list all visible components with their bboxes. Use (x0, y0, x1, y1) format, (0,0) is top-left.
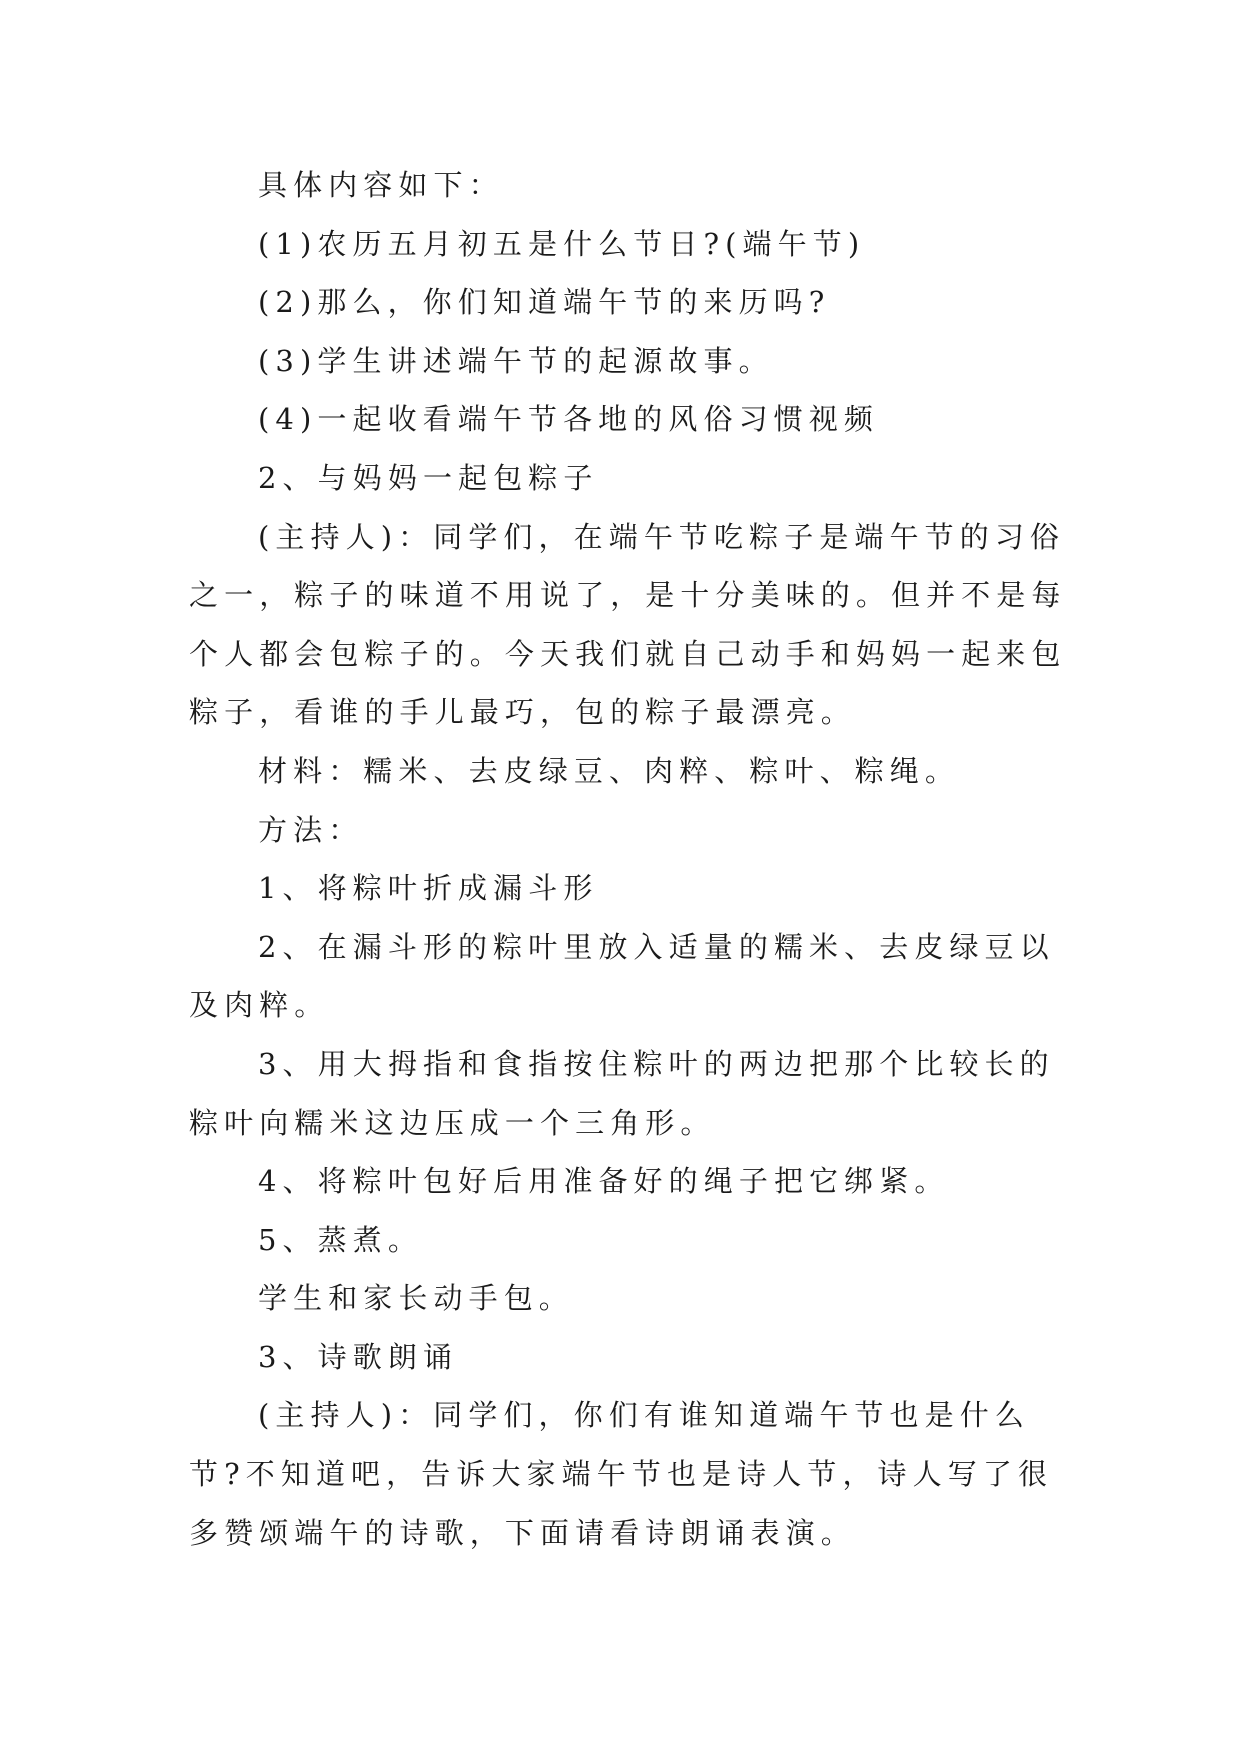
method-step-1: 1、将粽叶折成漏斗形 (258, 871, 599, 906)
section-heading-poetry: 3、诗歌朗诵 (258, 1339, 459, 1374)
method-step-2: 2、在漏斗形的粽叶里放入适量的糯米、去皮绿豆以及肉粹。 (189, 929, 1055, 1023)
paragraph-host-zongzi: (主持人)：同学们，在端午节吃粽子是端午节的习俗之一，粽子的味道不用说了，是十分美味的。但并不是每个人都会包粽子的。今天我们就自己动手和妈妈一起来包粽子，看谁的手儿最巧，包的粽子最漂亮。 (189, 519, 1067, 730)
method-step-5: 5、蒸煮。 (258, 1222, 423, 1257)
paragraph-question-2: (2)那么，你们知道端午节的来历吗? (258, 285, 831, 320)
section-heading-zongzi: 2、与妈妈一起包粽子 (258, 460, 599, 495)
method-step-3: 3、用大拇指和食指按住粽叶的两边把那个比较长的粽叶向糯米这边压成一个三角形。 (189, 1046, 1055, 1140)
method-step-4: 4、将粽叶包好后用准备好的绳子把它绑紧。 (258, 1164, 950, 1199)
paragraph-materials: 材料：糯米、去皮绿豆、肉粹、粽叶、粽绳。 (258, 753, 961, 788)
paragraph-question-4: (4)一起收看端午节各地的风俗习惯视频 (258, 402, 879, 437)
paragraph-host-poetry: (主持人)：同学们，你们有谁知道端午节也是什么节?不知道吧，告诉大家端午节也是诗人节，诗人写了很多赞颂端午的诗歌，下面请看诗朗诵表演。 (189, 1398, 1054, 1550)
document-body (189, 156, 1069, 1562)
paragraph-intro: 具体内容如下： (258, 168, 504, 202)
paragraph-question-1: (1)农历五月初五是什么节日?(端午节) (258, 226, 866, 261)
paragraph-hands-on: 学生和家长动手包。 (258, 1281, 574, 1316)
paragraph-question-3: (3)学生讲述端午节的起源故事。 (258, 343, 774, 378)
paragraph-method-label: 方法： (258, 812, 364, 847)
